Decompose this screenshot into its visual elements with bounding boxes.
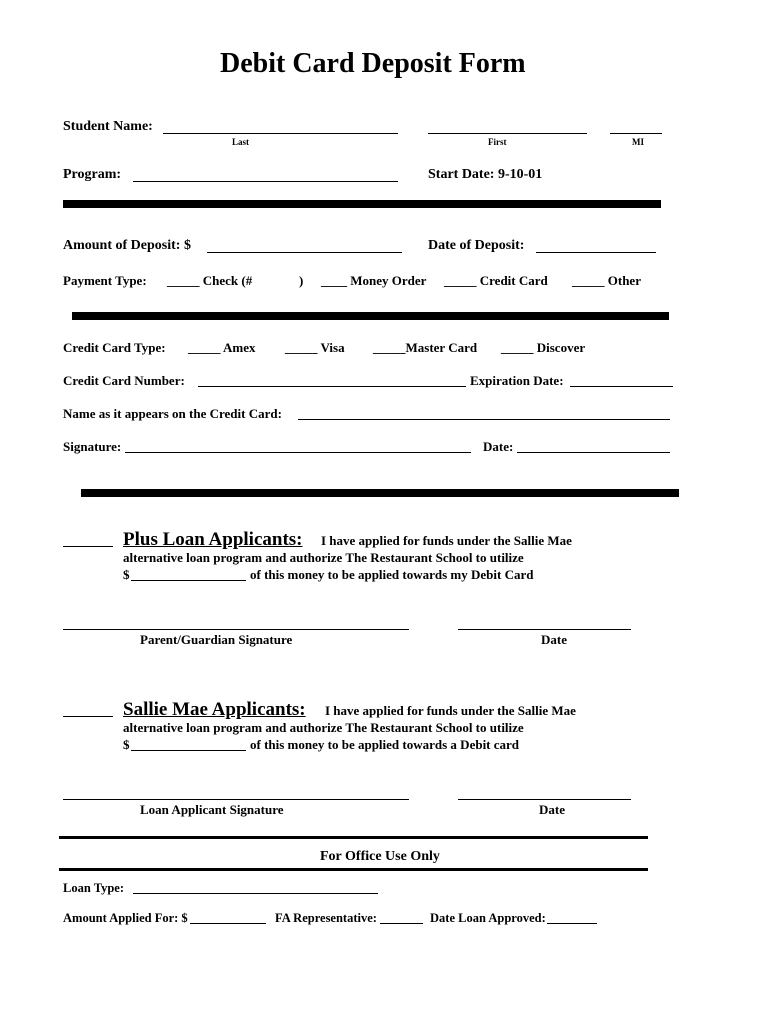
fa-representative-field[interactable] <box>380 923 423 924</box>
date-of-deposit-label: Date of Deposit: <box>428 238 525 253</box>
applicant-signature-date-field[interactable] <box>458 799 631 800</box>
form-title: Debit Card Deposit Form <box>220 48 526 79</box>
payment-type-label: Payment Type: <box>63 273 147 288</box>
sallie-mae-amount-field[interactable] <box>131 750 246 751</box>
card-visa-option[interactable]: _____ Visa <box>285 340 345 355</box>
check-close-paren: ) <box>299 273 304 288</box>
loan-type-label: Loan Type: <box>63 881 125 895</box>
mi-field[interactable] <box>610 133 662 134</box>
name-on-card-field[interactable] <box>298 419 670 420</box>
fa-representative-label: FA Representative: <box>275 911 377 925</box>
last-name-field[interactable] <box>163 133 398 134</box>
credit-card-type-label: Credit Card Type: <box>63 340 166 355</box>
plus-loan-amount-field[interactable] <box>131 580 246 581</box>
credit-card-number-label: Credit Card Number: <box>63 373 185 388</box>
card-mastercard-option[interactable]: _____Master Card <box>373 340 478 355</box>
plus-loan-dollar: $ <box>123 567 130 582</box>
plus-loan-checkbox-line[interactable] <box>63 546 113 547</box>
parent-signature-field[interactable] <box>63 629 409 630</box>
signature-date-field[interactable] <box>517 452 670 453</box>
divider-1 <box>63 200 661 208</box>
sallie-mae-heading: Sallie Mae Applicants: <box>123 699 306 720</box>
payment-money-order-option[interactable]: ____ Money Order <box>321 273 427 288</box>
applicant-signature-field[interactable] <box>63 799 409 800</box>
amount-of-deposit-label: Amount of Deposit: $ <box>63 238 191 253</box>
divider-3 <box>81 489 679 497</box>
payment-credit-card-option[interactable]: _____ Credit Card <box>444 273 548 288</box>
amount-applied-label: Amount Applied For: $ <box>63 911 188 925</box>
card-discover-option[interactable]: _____ Discover <box>501 340 586 355</box>
student-name-label: Student Name: <box>63 119 153 134</box>
amount-of-deposit-field[interactable] <box>207 252 402 253</box>
sallie-mae-checkbox-line[interactable] <box>63 716 113 717</box>
parent-signature-label: Parent/Guardian Signature <box>140 632 293 647</box>
expiration-date-field[interactable] <box>570 386 673 387</box>
parent-date-label: Date <box>541 632 567 647</box>
office-divider-top <box>59 836 648 839</box>
name-on-card-label: Name as it appears on the Credit Card: <box>63 406 282 421</box>
plus-loan-text-1: I have applied for funds under the Sallie Mae <box>321 533 572 548</box>
mi-label: MI <box>632 137 644 147</box>
payment-other-option[interactable]: _____ Other <box>572 273 641 288</box>
sallie-mae-text-3: of this money to be applied towards a Debit card <box>250 737 520 752</box>
signature-label: Signature: <box>63 439 122 454</box>
office-use-heading: For Office Use Only <box>320 849 440 864</box>
applicant-signature-label: Loan Applicant Signature <box>140 802 284 817</box>
first-label: First <box>488 137 507 147</box>
expiration-date-label: Expiration Date: <box>470 373 564 388</box>
signature-date-label: Date: <box>483 439 514 454</box>
date-loan-approved-field[interactable] <box>547 923 597 924</box>
date-loan-approved-label: Date Loan Approved: <box>430 911 546 925</box>
program-label: Program: <box>63 167 122 182</box>
plus-loan-heading: Plus Loan Applicants: <box>123 529 303 550</box>
plus-loan-text-3: of this money to be applied towards my Debit Card <box>250 567 534 582</box>
signature-field[interactable] <box>125 452 471 453</box>
card-amex-option[interactable]: _____ Amex <box>188 340 256 355</box>
sallie-mae-dollar: $ <box>123 737 130 752</box>
start-date: Start Date: 9-10-01 <box>428 167 543 182</box>
program-field[interactable] <box>133 181 398 182</box>
credit-card-number-field[interactable] <box>198 386 466 387</box>
sallie-mae-text-2: alternative loan program and authorize The Restaurant School to utilize <box>123 720 524 735</box>
sallie-mae-text-1: I have applied for funds under the Sallie Mae <box>325 703 576 718</box>
office-divider-bottom <box>59 868 648 871</box>
date-of-deposit-field[interactable] <box>536 252 656 253</box>
last-label: Last <box>232 137 250 147</box>
amount-applied-field[interactable] <box>190 923 266 924</box>
first-name-field[interactable] <box>428 133 587 134</box>
plus-loan-text-2: alternative loan program and authorize The Restaurant School to utilize <box>123 550 524 565</box>
divider-2 <box>72 312 669 320</box>
loan-type-field[interactable] <box>133 893 378 894</box>
applicant-date-label: Date <box>539 802 565 817</box>
parent-signature-date-field[interactable] <box>458 629 631 630</box>
payment-check-option[interactable]: _____ Check (# <box>167 273 253 288</box>
